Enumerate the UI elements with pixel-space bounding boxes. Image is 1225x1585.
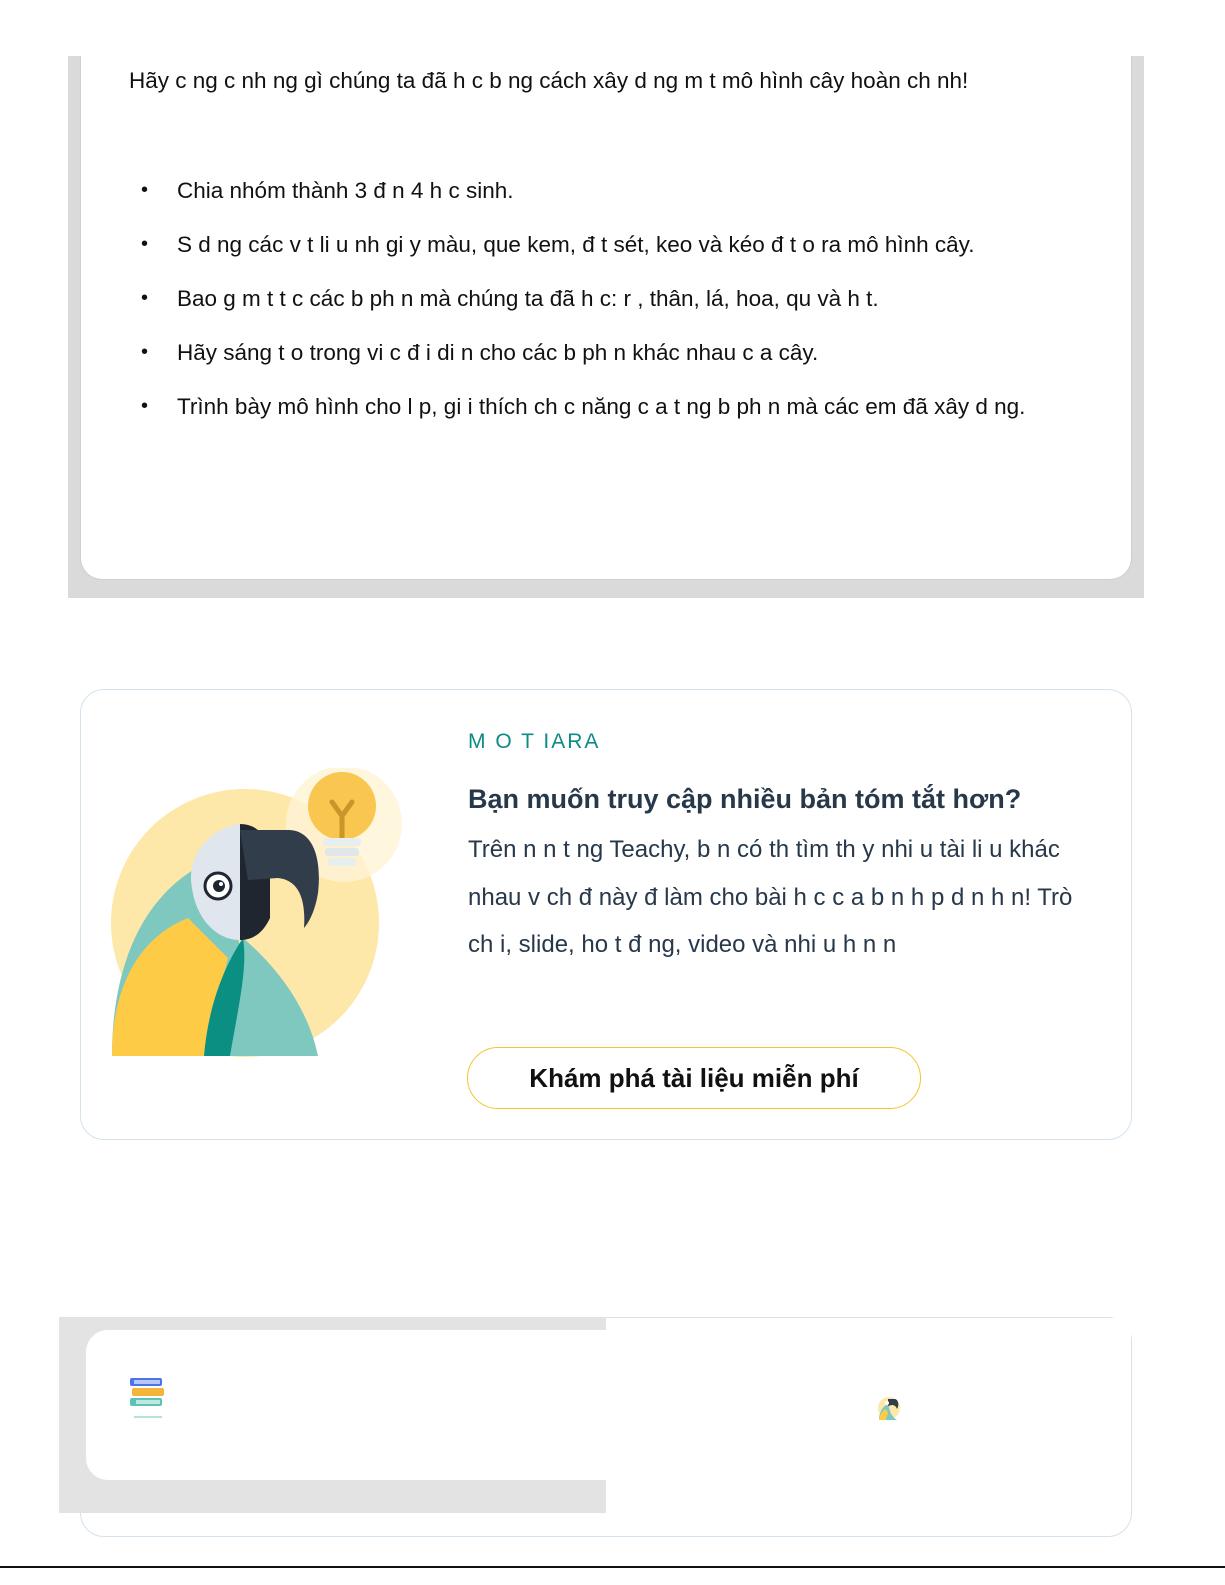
parrot-lightbulb-illustration: [108, 768, 408, 1060]
bullet: •: [141, 233, 149, 255]
promo-title: Bạn muốn truy cập nhiều bản tóm tắt hơn?: [468, 784, 1022, 814]
activity-intro: Hãy c ng c nh ng gì chúng ta đã h c b ng cách xây d ng m t mô hình cây hoàn ch nh!: [129, 68, 969, 93]
list-item: [129, 224, 1109, 266]
books-icon: [130, 1376, 166, 1422]
page-bottom-rule: [0, 1566, 1225, 1568]
step-text: S d ng các v t li u nh gi y màu, que kem, đ t sét, keo và kéo đ t o ra mô hình cây.: [177, 232, 975, 257]
step-text: Hãy sáng t o trong vi c đ i di n cho các b ph n khác nhau c a cây.: [177, 340, 819, 365]
list-item: [129, 278, 1109, 320]
list-item: [129, 332, 1109, 374]
bullet: •: [141, 287, 149, 309]
promo-eyebrow: M O T IARA: [468, 730, 601, 753]
step-text: Trình bày mô hình cho l p, gi i thích ch c năng c a t ng b ph n mà các em đã xây d ng.: [177, 394, 1026, 419]
bullet: •: [141, 395, 149, 417]
step-text: Bao g m t t c các b ph n mà chúng ta đã h c: r , thân, lá, hoa, qu và h t.: [177, 286, 879, 311]
list-item: [129, 170, 1109, 212]
step-text: Chia nhóm thành 3 đ n 4 h c sinh.: [177, 178, 514, 203]
parrot-mini-icon: [877, 1395, 901, 1421]
promo-description: Trên n n t ng Teachy, b n có th tìm th y nhi u tài li u khác nhau v ch đ này đ làm cho bài h c c a b n h p d n h n! Trò ch i, slide, ho t đ ng, video và nhi u h n n: [468, 836, 1073, 958]
activity-steps-list: [129, 170, 1109, 440]
bottom-card-right-panel: [606, 1318, 1131, 1513]
bullet: •: [141, 341, 149, 363]
bullet: •: [141, 179, 149, 201]
explore-free-materials-button[interactable]: Khám phá tài liệu miễn phí: [467, 1047, 921, 1109]
list-item: [129, 386, 1109, 428]
